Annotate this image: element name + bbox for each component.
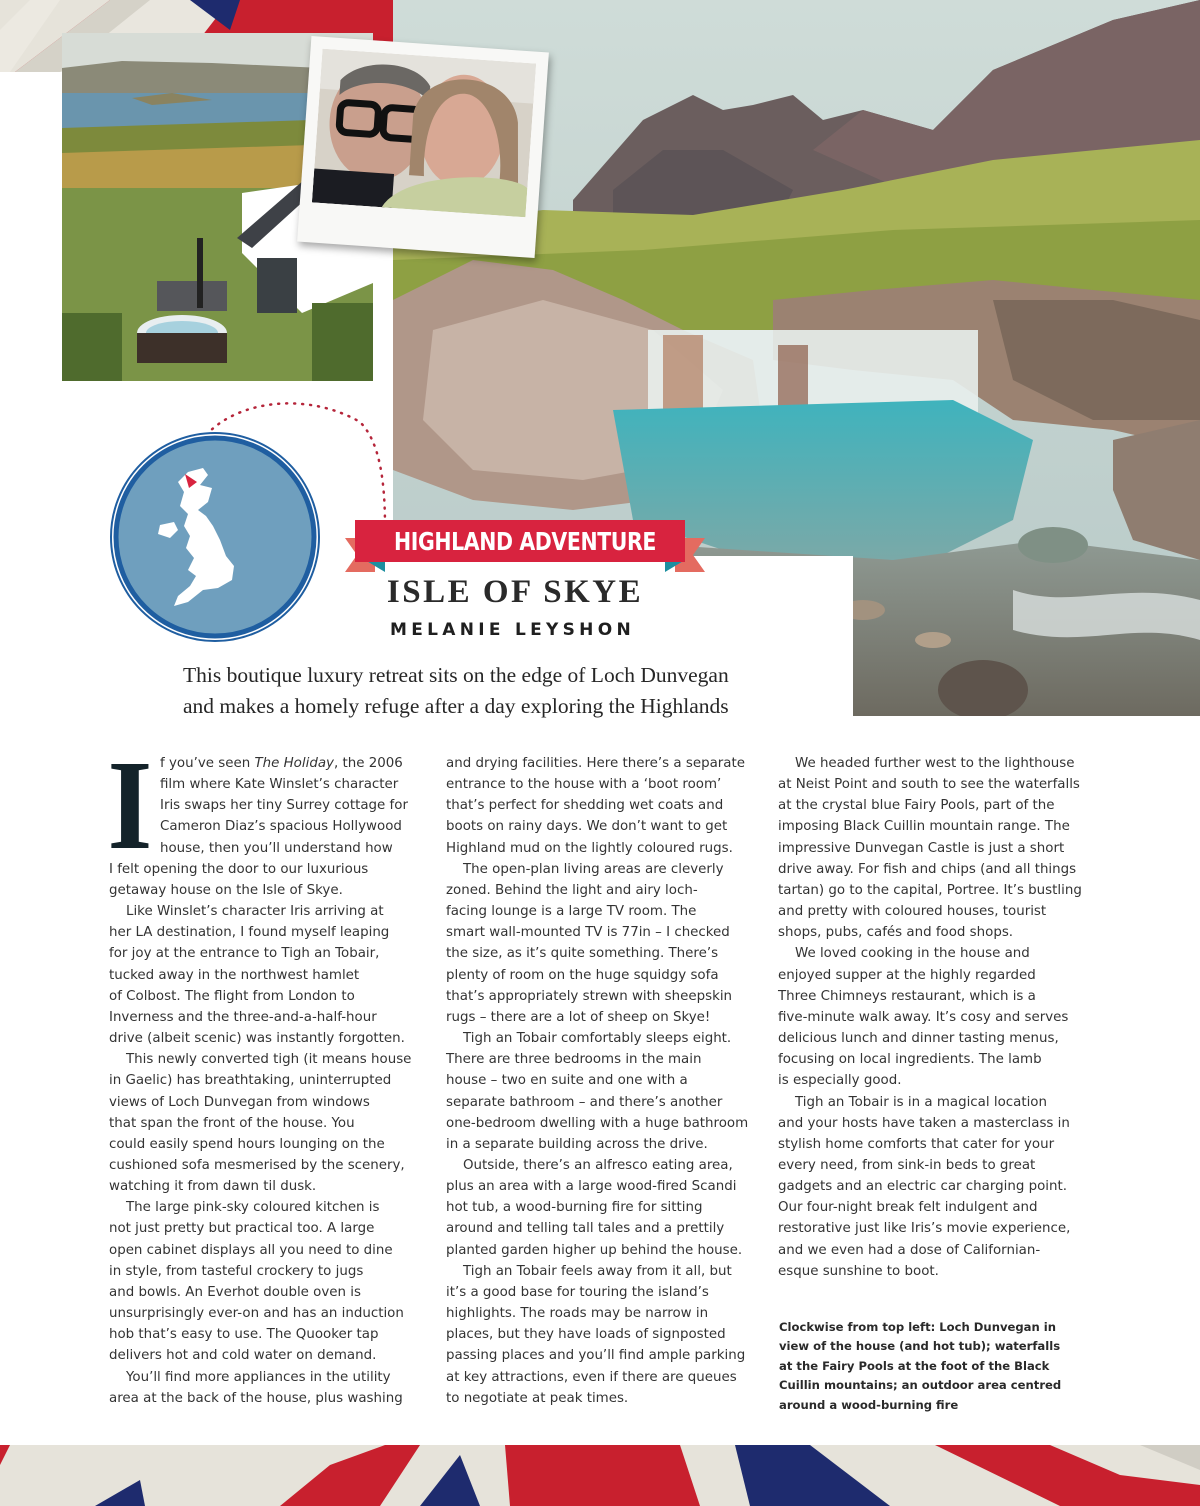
photo-caption [779, 1318, 1079, 1415]
article-line: tucked away in the northwest hamlet [109, 967, 360, 983]
article-line: delicious lunch and dinner tasting menus, [778, 1031, 1059, 1047]
article-line: Tigh an Tobair is in a magical location [795, 1094, 1047, 1110]
article-column-3 [778, 753, 1098, 1282]
article-line: The large pink-sky coloured kitchen is [126, 1200, 380, 1216]
article-line: is especially good. [778, 1073, 902, 1089]
article-line: hot tub, a wood-burning fire for sitting [446, 1200, 703, 1216]
article-line: in Gaelic) has breathtaking, uninterrupted [109, 1073, 392, 1089]
article-line: that’s appropriately strewn with sheepskin [446, 988, 733, 1004]
article-line: that’s perfect for shedding wet coats and [446, 798, 724, 814]
article-line: for joy at the entrance to Tigh an Tobair, [109, 946, 380, 962]
article-line: stylish home comforts that cater for your [778, 1136, 1055, 1152]
article-line: You’ll find more appliances in the utility [126, 1369, 391, 1385]
caption-line: at the Fairy Pools at the foot of the Black [779, 1358, 1050, 1373]
article-line: smart wall-mounted TV is 77in – I checked [446, 925, 730, 941]
caption-line: Clockwise from top left: Loch Dunvegan in [779, 1320, 1057, 1334]
article-line: five-minute walk away. It’s cosy and serves [778, 1009, 1069, 1025]
article-line: focusing on local ingredients. The lamb [778, 1052, 1042, 1068]
article-line: getaway house on the Isle of Skye. [109, 882, 343, 898]
article-line: restorative just like Iris’s movie experience, [778, 1221, 1071, 1237]
article-line: imposing Black Cuillin mountain range. The [778, 819, 1070, 835]
standfirst [183, 660, 823, 722]
article-line: watching it from dawn til dusk. [109, 1179, 317, 1195]
article-line: in a separate building across the drive. [446, 1136, 708, 1152]
article-line: Three Chimneys restaurant, which is a [778, 988, 1036, 1004]
article-line: house, then you’ll understand how [160, 840, 393, 856]
article-line: every need, from sink-in beds to great [778, 1157, 1036, 1173]
article-line: in style, from tasteful crockery to jugs [109, 1263, 364, 1279]
article-line: facing lounge is a large TV room. The [446, 904, 697, 920]
article-line: open cabinet displays all you need to dine [109, 1242, 393, 1258]
article-line: planted garden higher up behind the house. [446, 1242, 743, 1258]
article-line: that span the front of the house. You [109, 1115, 355, 1131]
caption-line: around a wood-burning fire [779, 1397, 959, 1412]
film-title: The Holiday [254, 756, 334, 771]
article-line: unsurprisingly ever-on and has an induction [109, 1306, 404, 1322]
standfirst-line: This boutique luxury retreat sits on the edge of Loch Dunvegan [183, 663, 729, 687]
article-line: and we even had a dose of Californian- [778, 1242, 1041, 1258]
article-line: impressive Dunvegan Castle is just a short [778, 840, 1065, 856]
article-line: one-bedroom dwelling with a huge bathroom [446, 1115, 749, 1131]
article-line: plus an area with a large wood-fired Scandi [446, 1179, 737, 1195]
article-title: ISLE OF SKYE [386, 574, 644, 610]
caption-line: Cuillin mountains; an outdoor area centred [779, 1378, 1062, 1393]
article-line: enjoyed supper at the highly regarded [778, 967, 1036, 983]
article-line: boots on rainy days. We don’t want to get [446, 819, 728, 835]
article-line: at Neist Point and south to see the waterfalls [778, 777, 1080, 793]
article-line: hob that’s easy to use. The Quooker tap [109, 1327, 379, 1343]
article-line: and drying facilities. Here there’s a separate [446, 756, 745, 771]
article-line: delivers hot and cold water on demand. [109, 1348, 377, 1364]
article-line: Inverness and the three-and-a-half-hour [109, 1009, 377, 1025]
article-column-2 [446, 753, 766, 1409]
article-line: This newly converted tigh (it means house [126, 1052, 412, 1068]
article-line: house – two en suite and one with a [446, 1073, 688, 1089]
article-line: to negotiate at peak times. [446, 1390, 629, 1406]
article-line: There are three bedrooms in the main [446, 1052, 702, 1068]
article-line: esque sunshine to boot. [778, 1263, 939, 1279]
article-line: highlights. The roads may be narrow in [446, 1306, 709, 1322]
article-line: zoned. Behind the light and airy loch- [446, 882, 698, 898]
uk-map-roundel [108, 430, 322, 644]
article-column-1 [107, 734, 429, 1409]
article-line: Iris swaps her tiny Surrey cottage for [160, 798, 408, 814]
text-span: , the 2006 [333, 756, 403, 771]
article-line: separate bathroom – and there’s another [446, 1094, 723, 1110]
article-line: drive away. For fish and chips (and all things [778, 861, 1077, 877]
article-line: it’s a good base for touring the island’s [446, 1284, 709, 1300]
article-line: rugs – there are a lot of sheep on Skye! [446, 1009, 711, 1025]
article-line: plenty of room on the huge squidgy sofa [446, 967, 719, 983]
standfirst-line: and makes a homely refuge after a day exploring the Highlands [183, 694, 729, 718]
caption-line: view of the house (and hot tub); waterfalls [779, 1339, 1061, 1354]
article-line: Like Winslet’s character Iris arriving at [126, 904, 384, 920]
article-line: Our four-night break felt indulgent and [778, 1200, 1038, 1216]
article-line: I felt opening the door to our luxurious [109, 861, 369, 877]
article-line: Tigh an Tobair feels away from it all, but [463, 1263, 732, 1279]
article-line: could easily spend hours lounging on the [109, 1136, 385, 1152]
article-line: and pretty with coloured houses, tourist [778, 904, 1047, 920]
article-line: Outside, there’s an alfresco eating area, [463, 1157, 733, 1173]
article-line: Highland mud on the lightly coloured rugs. [446, 840, 733, 856]
article-line: The open-plan living areas are cleverly [463, 861, 724, 877]
section-banner [345, 520, 705, 576]
article-line: and bowls. An Everhot double oven is [109, 1284, 361, 1300]
section-label: HIGHLAND ADVENTURE [394, 527, 656, 556]
article-line: drive (albeit scenic) was instantly forgotten. [109, 1031, 405, 1047]
article-line: views of Loch Dunvegan from windows [109, 1094, 370, 1110]
article-line: at key attractions, even if there are queues [446, 1369, 737, 1385]
article-line: of Colbost. The flight from London to [109, 988, 355, 1004]
article-line: at the crystal blue Fairy Pools, part of the [778, 798, 1055, 814]
article-line: area at the back of the house, plus washing [109, 1390, 403, 1406]
article-line: Cameron Diaz’s spacious Hollywood [160, 819, 402, 835]
union-jack-bottom-border [0, 1445, 1200, 1506]
article-line: Tigh an Tobair comfortably sleeps eight. [463, 1031, 732, 1047]
article-line: places, but they have loads of signposted [446, 1327, 726, 1343]
selfie-polaroid [297, 36, 549, 258]
article-line: entrance to the house with a ‘boot room’ [446, 777, 722, 793]
article-line: film where Kate Winslet’s character [160, 777, 399, 793]
article-line: the size, as it’s quite something. There’s [446, 946, 719, 962]
article-line: We loved cooking in the house and [795, 946, 1030, 962]
article-line: tartan) go to the capital, Portree. It’s bustling [778, 882, 1082, 898]
drop-cap: I [107, 734, 153, 876]
article-line: We headed further west to the lighthouse [795, 756, 1075, 771]
article-line: gadgets and an electric car charging point. [778, 1179, 1068, 1195]
article-line: around and telling tall tales and a prettily [446, 1221, 725, 1237]
article-line [109, 753, 429, 774]
byline: MELANIE LEYSHON [389, 620, 635, 640]
article-line: her LA destination, I found myself leaping [109, 925, 390, 941]
article-line: cushioned sofa mesmerised by the scenery, [109, 1157, 405, 1173]
article-line: not just pretty but practical too. A large [109, 1221, 375, 1237]
text-span: f you’ve seen [160, 756, 255, 771]
article-line: shops, pubs, cafés and food shops. [778, 925, 1014, 941]
article-line: passing places and you’ll find ample parking [446, 1348, 746, 1364]
article-line: and your hosts have taken a masterclass in [778, 1115, 1070, 1131]
